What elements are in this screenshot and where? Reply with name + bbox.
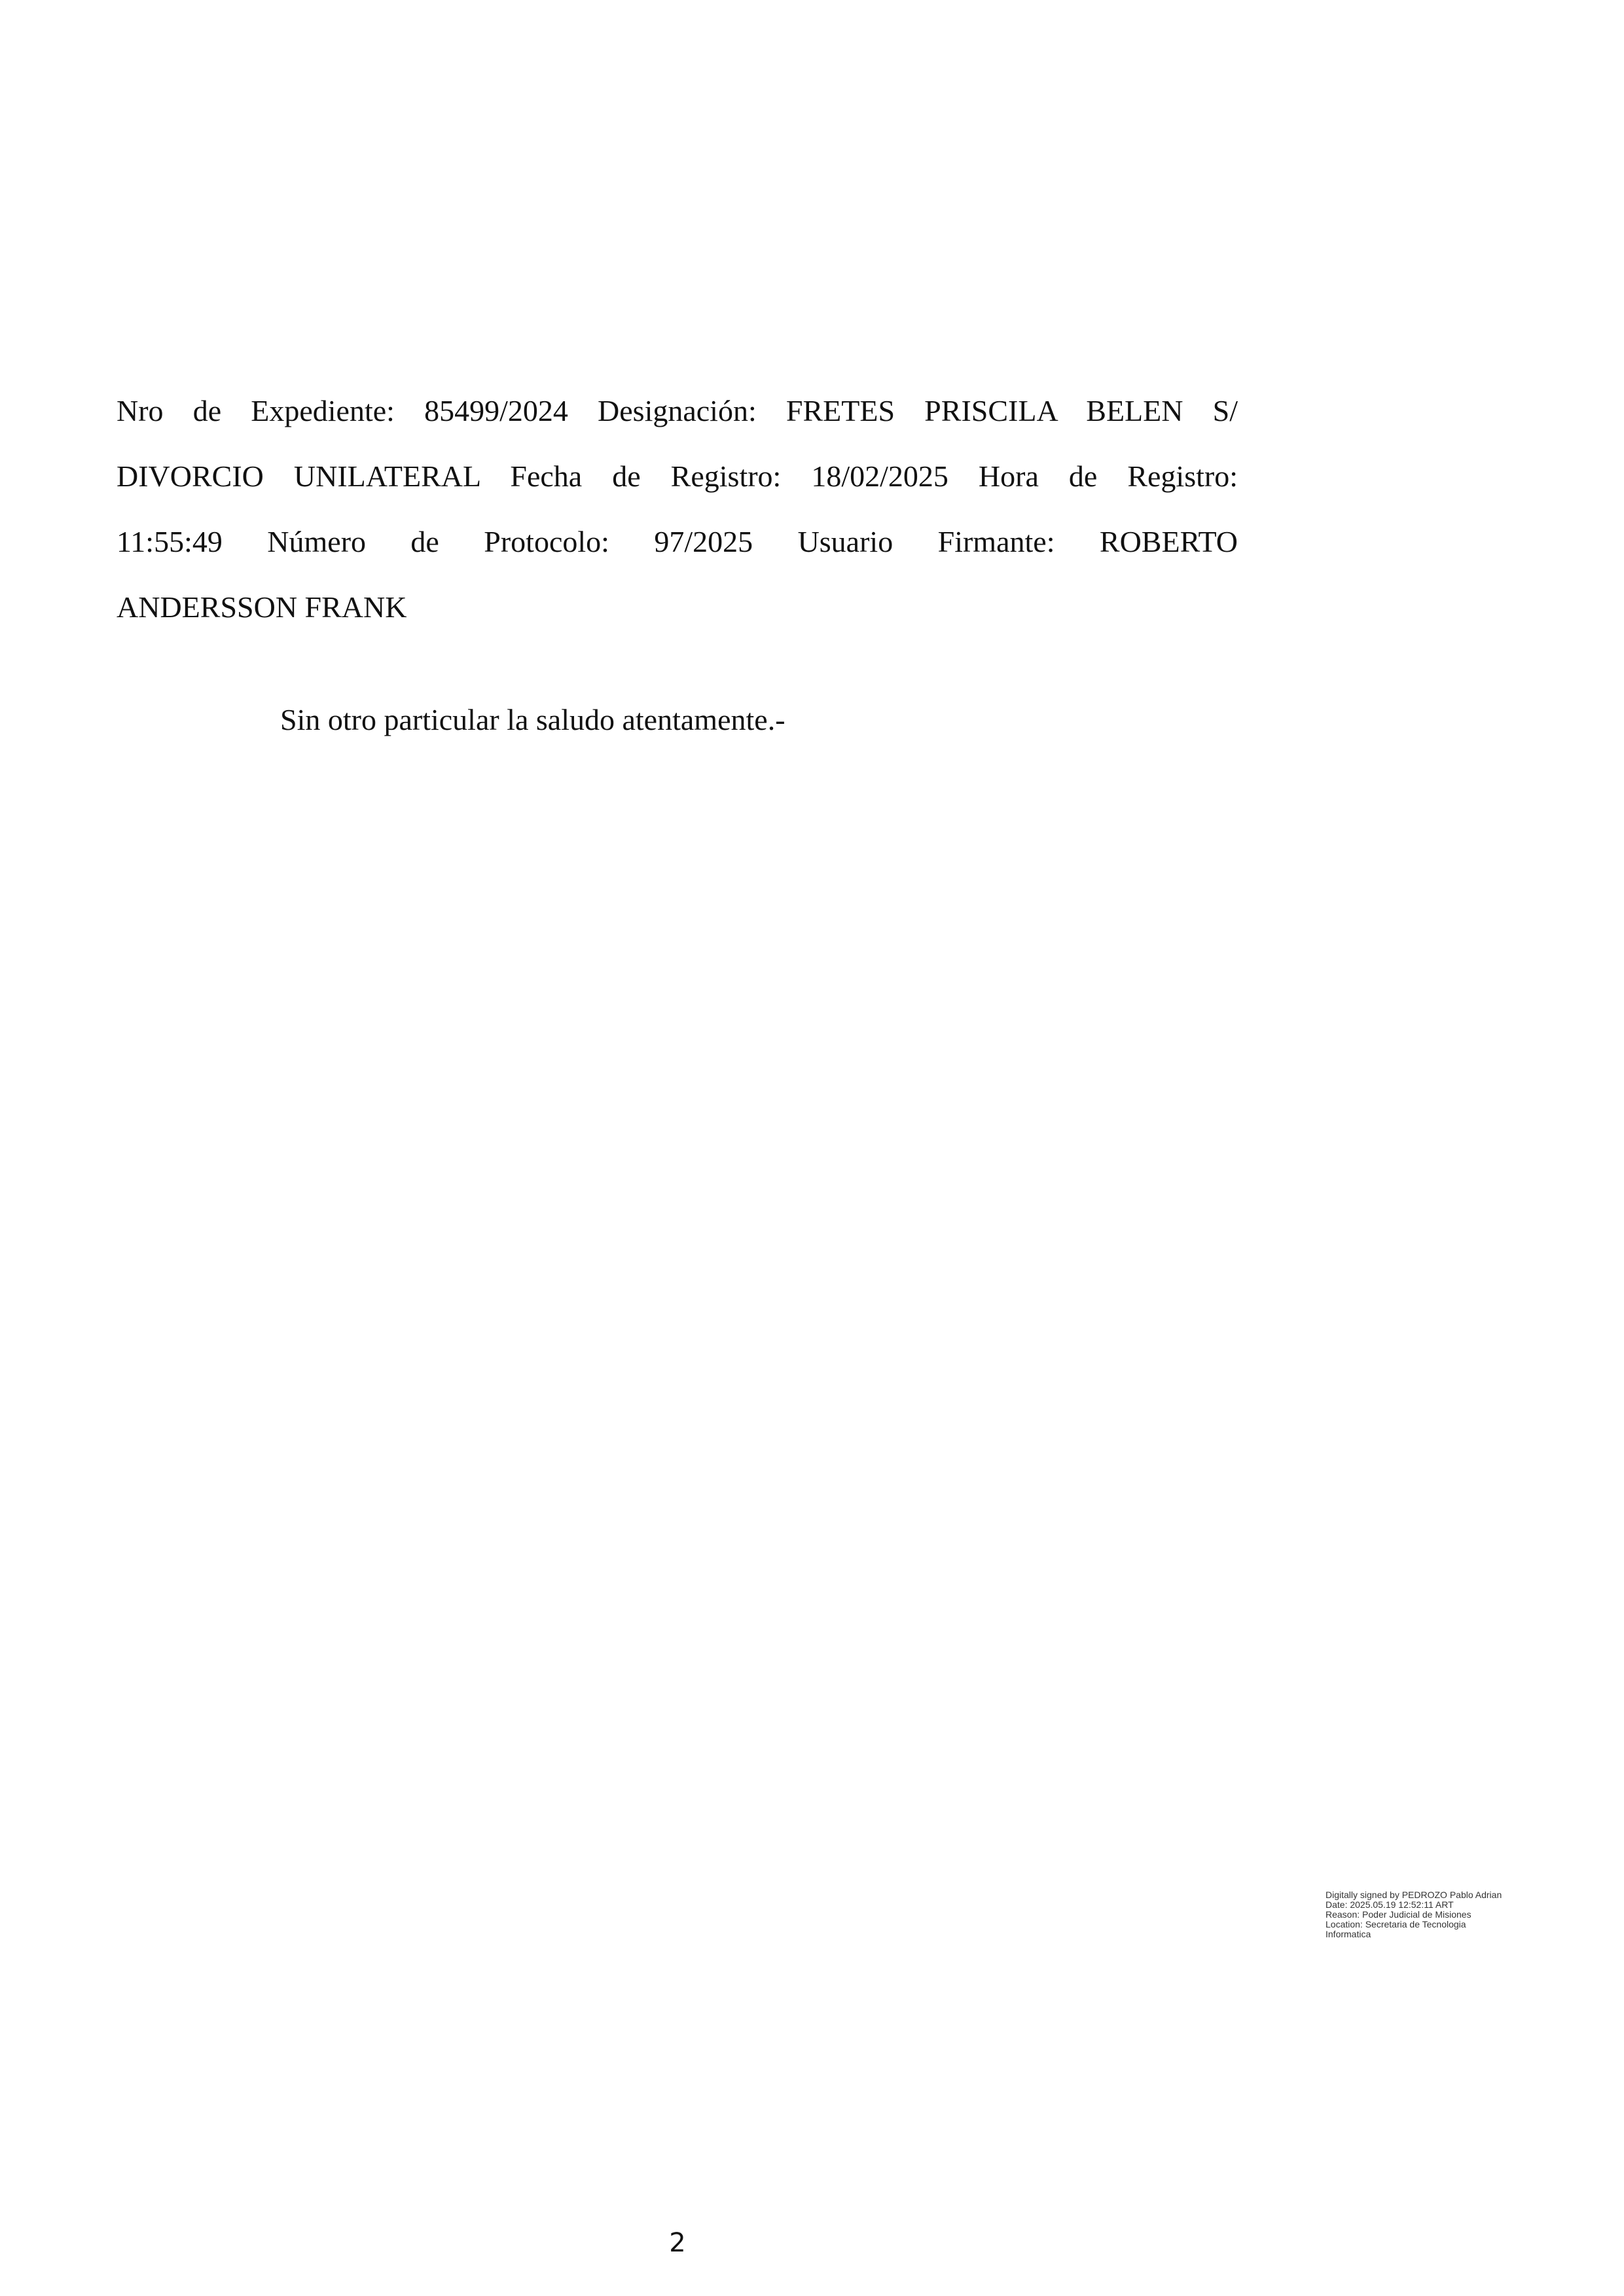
signature-location-continued: Informatica	[1326, 1929, 1371, 1939]
digital-signature-block	[1326, 1890, 1561, 1939]
signature-location: Location: Secretaria de Tecnologia	[1326, 1919, 1466, 1929]
case-record-paragraph	[117, 395, 1238, 656]
case-record-line-1: Nro de Expediente: 85499/2024 Designación: FRETES PRISCILA BELEN S/	[117, 394, 1238, 427]
signature-date: Date: 2025.05.19 12:52:11 ART	[1326, 1899, 1454, 1910]
signature-reason: Reason: Poder Judicial de Misiones	[1326, 1909, 1471, 1920]
case-record-line-4: ANDERSSON FRANK	[117, 590, 407, 624]
case-record-line-2: DIVORCIO UNILATERAL Fecha de Registro: 18/02/2025 Hora de Registro:	[117, 459, 1238, 493]
case-record-line-3: 11:55:49 Número de Protocolo: 97/2025 Usuario Firmante: ROBERTO	[117, 525, 1238, 558]
closing-salutation: Sin otro particular la saludo atentamente.-	[280, 703, 785, 736]
signature-signed-by: Digitally signed by PEDROZO Pablo Adrian	[1326, 1890, 1502, 1900]
page-number: 2	[669, 2228, 686, 2258]
